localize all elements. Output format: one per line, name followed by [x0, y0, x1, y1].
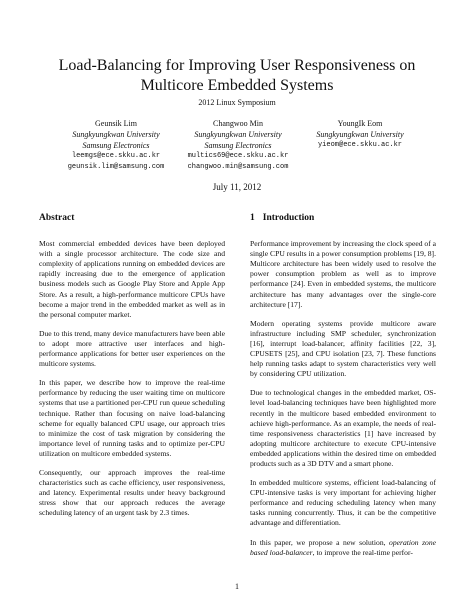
author-email[interactable]: leemgs@ece.skku.ac.kr — [71, 152, 161, 160]
abstract-paragraph: Most commercial embedded devices have been deployed with a single processor architecture. The code size and complexity of applications running on embedded devices are rapidly increasing due to the emergence of application business models such as Google Play Store and Apple App Store. As a result, a high-performance multicore CPUs have become a major trend in the embedded market as well as in the personal computer market. — [39, 239, 225, 319]
paper-date: July 11, 2012 — [212, 182, 262, 192]
author-email[interactable]: geunsik.lim@samsung.com — [67, 163, 165, 171]
abstract-paragraph: Consequently, our approach improves the real-time characteristics such as cache efficiency, user responsiveness, and latency. Experimental results under heavy background stress show that our approach reduces the average scheduling latency of an urgent task by 2.3 times. — [39, 467, 225, 518]
introduction-paragraph: Due to technological changes in the embedded market, OS-level load-balancing techniques have been highlighted more recently in the multicore based embedded environment to achieve high-performance. As an example, the needs of real-time responsiveness characteristics [1] have increased by adopting multicore architecture to execute CPU-intensive embedded applications within the desired time on embedded products such as a 3D DTV and a smart phone. — [250, 388, 436, 468]
abstract-paragraph: Due to this trend, many device manufacturers have been able to adopt more attractive user interfaces and high-performance applications for better user experiences on the multicore systems. — [39, 328, 225, 369]
author-affiliation: Samsung Electronics — [82, 141, 150, 150]
author-email[interactable]: multics69@ece.skku.ac.kr — [187, 152, 289, 160]
author-name: Changwoo Min — [213, 119, 263, 128]
author-email[interactable]: yieom@ece.skku.ac.kr — [317, 141, 402, 149]
author-affiliation: Sungkyungkwan University — [72, 130, 160, 139]
text-run: , to improve the real-time perfor- — [312, 547, 413, 557]
page-number: 1 — [235, 582, 239, 591]
introduction-paragraph: In embedded multicore systems, efficient load-balancing of CPU-intensive tasks is very important for achieving higher performance and reducing scheduling latency when many tasks running concurrently. Thus, it can be the competitive advantage and differentiation. — [250, 478, 436, 528]
paper-title: Load-Balancing for Improving User Responsiveness on Multicore Embedded Systems — [58, 57, 416, 94]
introduction-heading — [250, 213, 436, 223]
emphasized-term: operation zone based load-balancer — [250, 537, 436, 557]
introduction-column — [250, 213, 436, 567]
author-affiliation: Sungkyungkwan University — [316, 130, 404, 139]
section-number: 1 — [250, 213, 255, 223]
author-email[interactable]: changwoo.min@samsung.com — [187, 163, 289, 171]
abstract-paragraph: In this paper, we describe how to improve the real-time performance by reducing the user waiting time on multicore systems that use a partitioned per-CPU run queue scheduling technique. Rather than focusing on naive load-balancing scheme for equally balanced CPU usage, our approach tries to minimize the cost of task migration by considering the importance level of running tasks and to optimize per-CPU utilization on multicore embedded systems. — [39, 378, 225, 458]
introduction-paragraph: Modern operating systems provide multicore aware infrastructure including SMP scheduler, synchronization [16], interrupt load-balancer, affinity facilities [22, 3], CPUSETS [25], and CPU isolation [23, 7]. These functions help running tasks adapt to system characteristics very well by considering CPU utilization. — [250, 318, 436, 379]
venue: 2012 Linux Symposium — [198, 98, 276, 107]
author-block — [285, 118, 435, 151]
text-run: In this paper, we propose a new solution, — [250, 537, 390, 547]
author-affiliation: Samsung Electronics — [204, 141, 272, 150]
abstract-column — [39, 213, 225, 527]
section-title: Introduction — [262, 213, 315, 223]
introduction-paragraph: Performance improvement by increasing the clock speed of a single CPU results in a power consumption problems [19, 8]. Multicore architecture has been widely used to resolve the power consumption problem as well as to improve performance [24]. Even in embedded systems, the multicore architecture has many advantages over the single-core architecture [17]. — [250, 239, 436, 309]
abstract-heading: Abstract — [39, 213, 75, 223]
author-name: Geunsik Lim — [95, 119, 137, 128]
author-affiliation: Sungkyungkwan University — [194, 130, 282, 139]
author-name: YoungIk Eom — [337, 119, 383, 128]
introduction-paragraph — [250, 538, 436, 558]
